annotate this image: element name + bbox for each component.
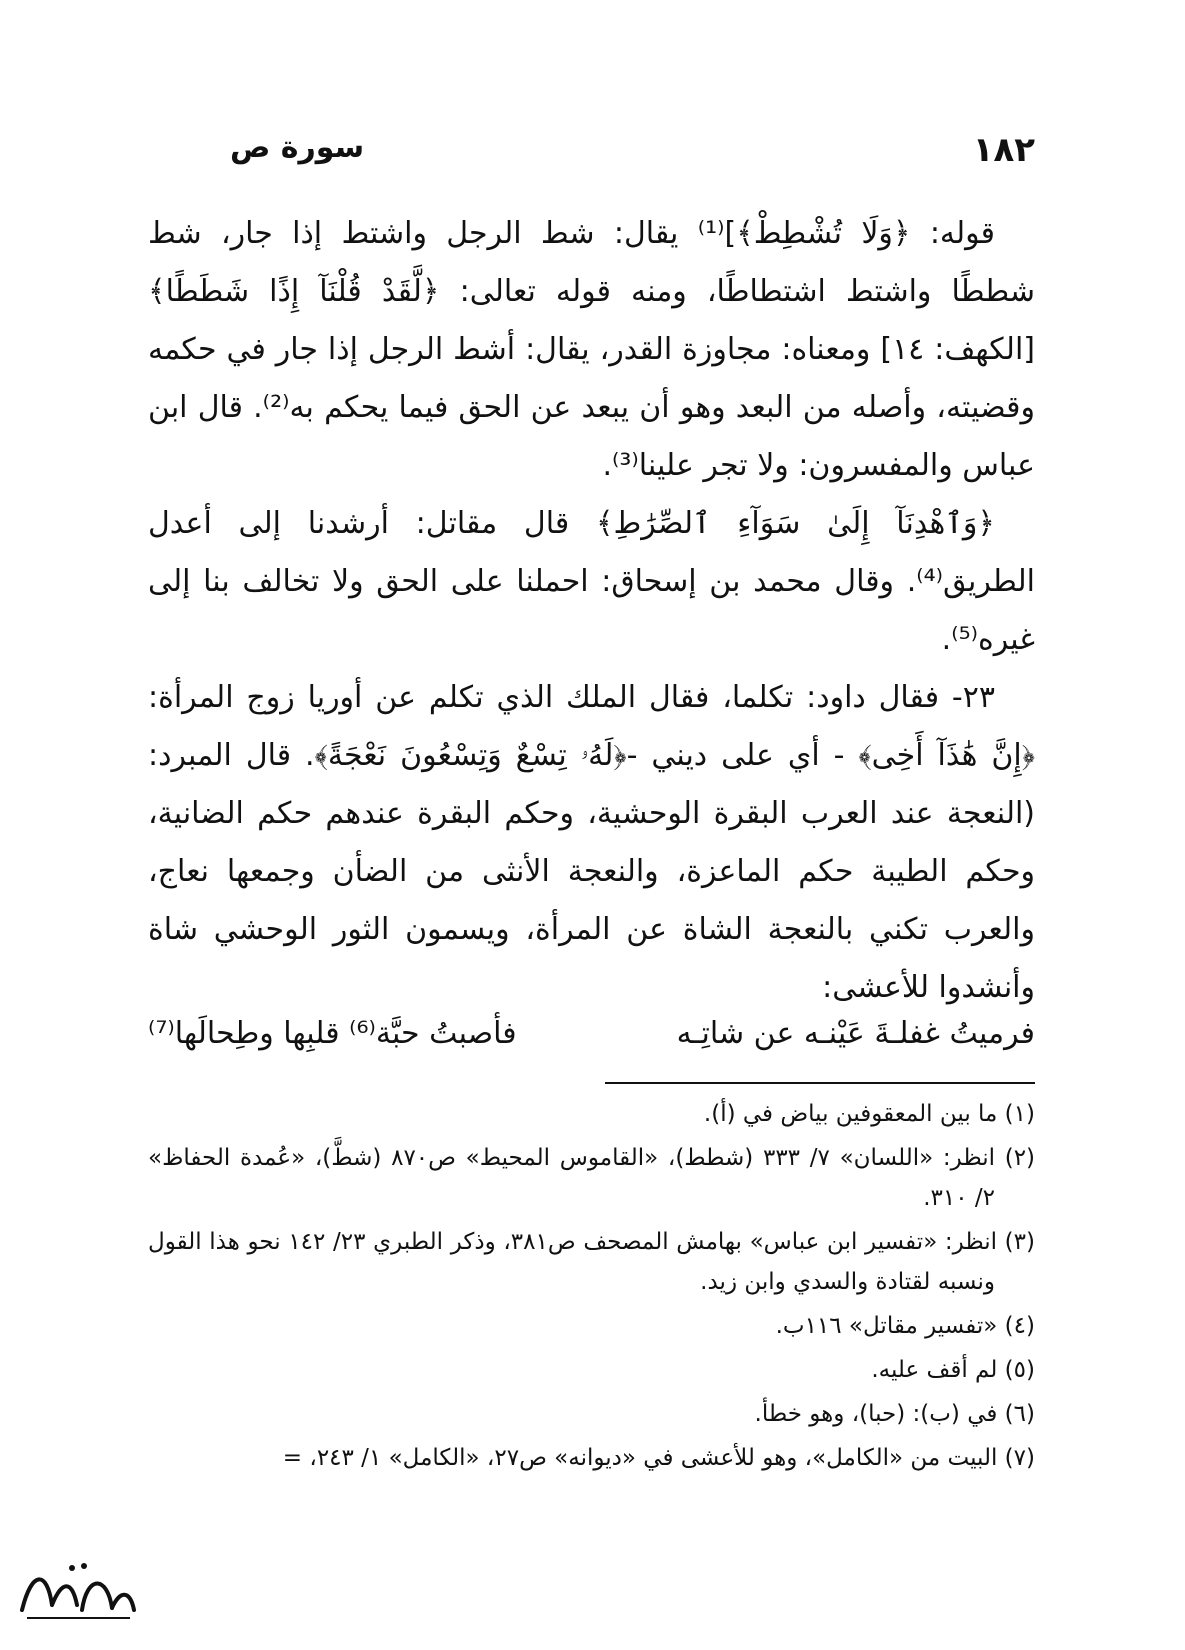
footnote-4: (٤) «تفسير مقاتل» ١١٦ب.	[775, 1313, 1035, 1339]
page-header	[200, 130, 1035, 180]
paragraph-2: ﴿وَٱهْدِنَآ إِلَىٰ سَوَآءِ ٱلصِّرَٰطِ﴾ قال مقاتل: أرشدنا إلى أعدل الطريق⁽⁴⁾. وقال محمد بن إسحاق: احملنا على الحق ولا تخالف بنا إلى غيره⁽⁵⁾.	[148, 506, 1035, 657]
verse-second-hemistich: فأصبتُ حبَّة⁽⁶⁾ قلبِها وطِحالَها⁽⁷⁾	[148, 1016, 517, 1051]
footnote-6: (٦) في (ب): (حبا)، وهو خطأ.	[754, 1401, 1035, 1427]
footnote-3: (٣) انظر: «تفسير ابن عباس» بهامش المصحف ص٣٨١، وذكر الطبري ٢٣/ ١٤٢ نحو هذا القول ونسبه لقتادة والسدي وابن زيد.	[148, 1229, 1035, 1295]
footnote-7: (٧) البيت من «الكامل»، وهو للأعشى في «ديوانه» ص٢٧، «الكامل» ١/ ٢٤٣، =	[282, 1445, 1035, 1471]
footnote-divider	[605, 1082, 1035, 1084]
poetry-verse	[148, 1005, 1035, 1063]
page-number: ١٨٢	[972, 130, 1035, 170]
paragraph-3: ٢٣- فقال داود: تكلما، فقال الملك الذي تكلم عن أوريا زوج المرأة: ﴿إِنَّ هَٰذَآ أَخِى﴾ - أي على ديني -﴿لَهُۥ تِسْعٌ وَتِسْعُونَ نَعْجَةً﴾. قال المبرد: (النعجة عند العرب البقرة الوحشية، وحكم البقرة عندهم حكم الضانية، وحكم الطيبة حكم الماعزة، والنعجة الأنثى من الضأن وجمعها نعاج، والعرب تكني بالنعجة الشاة عن المرأة، ويسمون الثور الوحشي شاة وأنشدوا للأعشى:	[148, 680, 1035, 1005]
surah-title: سورة ص	[230, 130, 365, 165]
main-text	[148, 205, 1035, 1017]
footnote-5: (٥) لم أقف عليه.	[871, 1357, 1035, 1383]
footnote-1: (١) ما بين المعقوفين بياض في (أ).	[703, 1101, 1035, 1127]
verse-first-hemistich: فرميتُ غفلـةَ عَيْنـه عن شاتِـه	[676, 1016, 1035, 1051]
footnotes	[148, 1090, 1035, 1482]
publisher-logo-icon	[12, 1550, 142, 1630]
footnote-2: (٢) انظر: «اللسان» ٧/ ٣٣٣ (شطط)، «القاموس المحيط» ص٨٧٠ (شطَّ)، «عُمدة الحفاظ» ٢/ ٣١٠.	[148, 1145, 1036, 1211]
paragraph-1: قوله: ﴿وَلَا تُشْطِطْ﴾]⁽¹⁾ يقال: شط الرجل واشتط إذا جار، شط شططًا واشتط اشتطاطًا، ومنه قوله تعالى: ﴿لَّقَدْ قُلْنَآ إِذًا شَطَطًا﴾ [الكهف: ١٤] ومعناه: مجاوزة القدر، يقال: أشط الرجل إذا جار في حكمه وقضيته، وأصله من البعد وهو أن يبعد عن الحق فيما يحكم به⁽²⁾. قال ابن عباس والمفسرون: ولا تجر علينا⁽³⁾.	[148, 216, 1035, 483]
